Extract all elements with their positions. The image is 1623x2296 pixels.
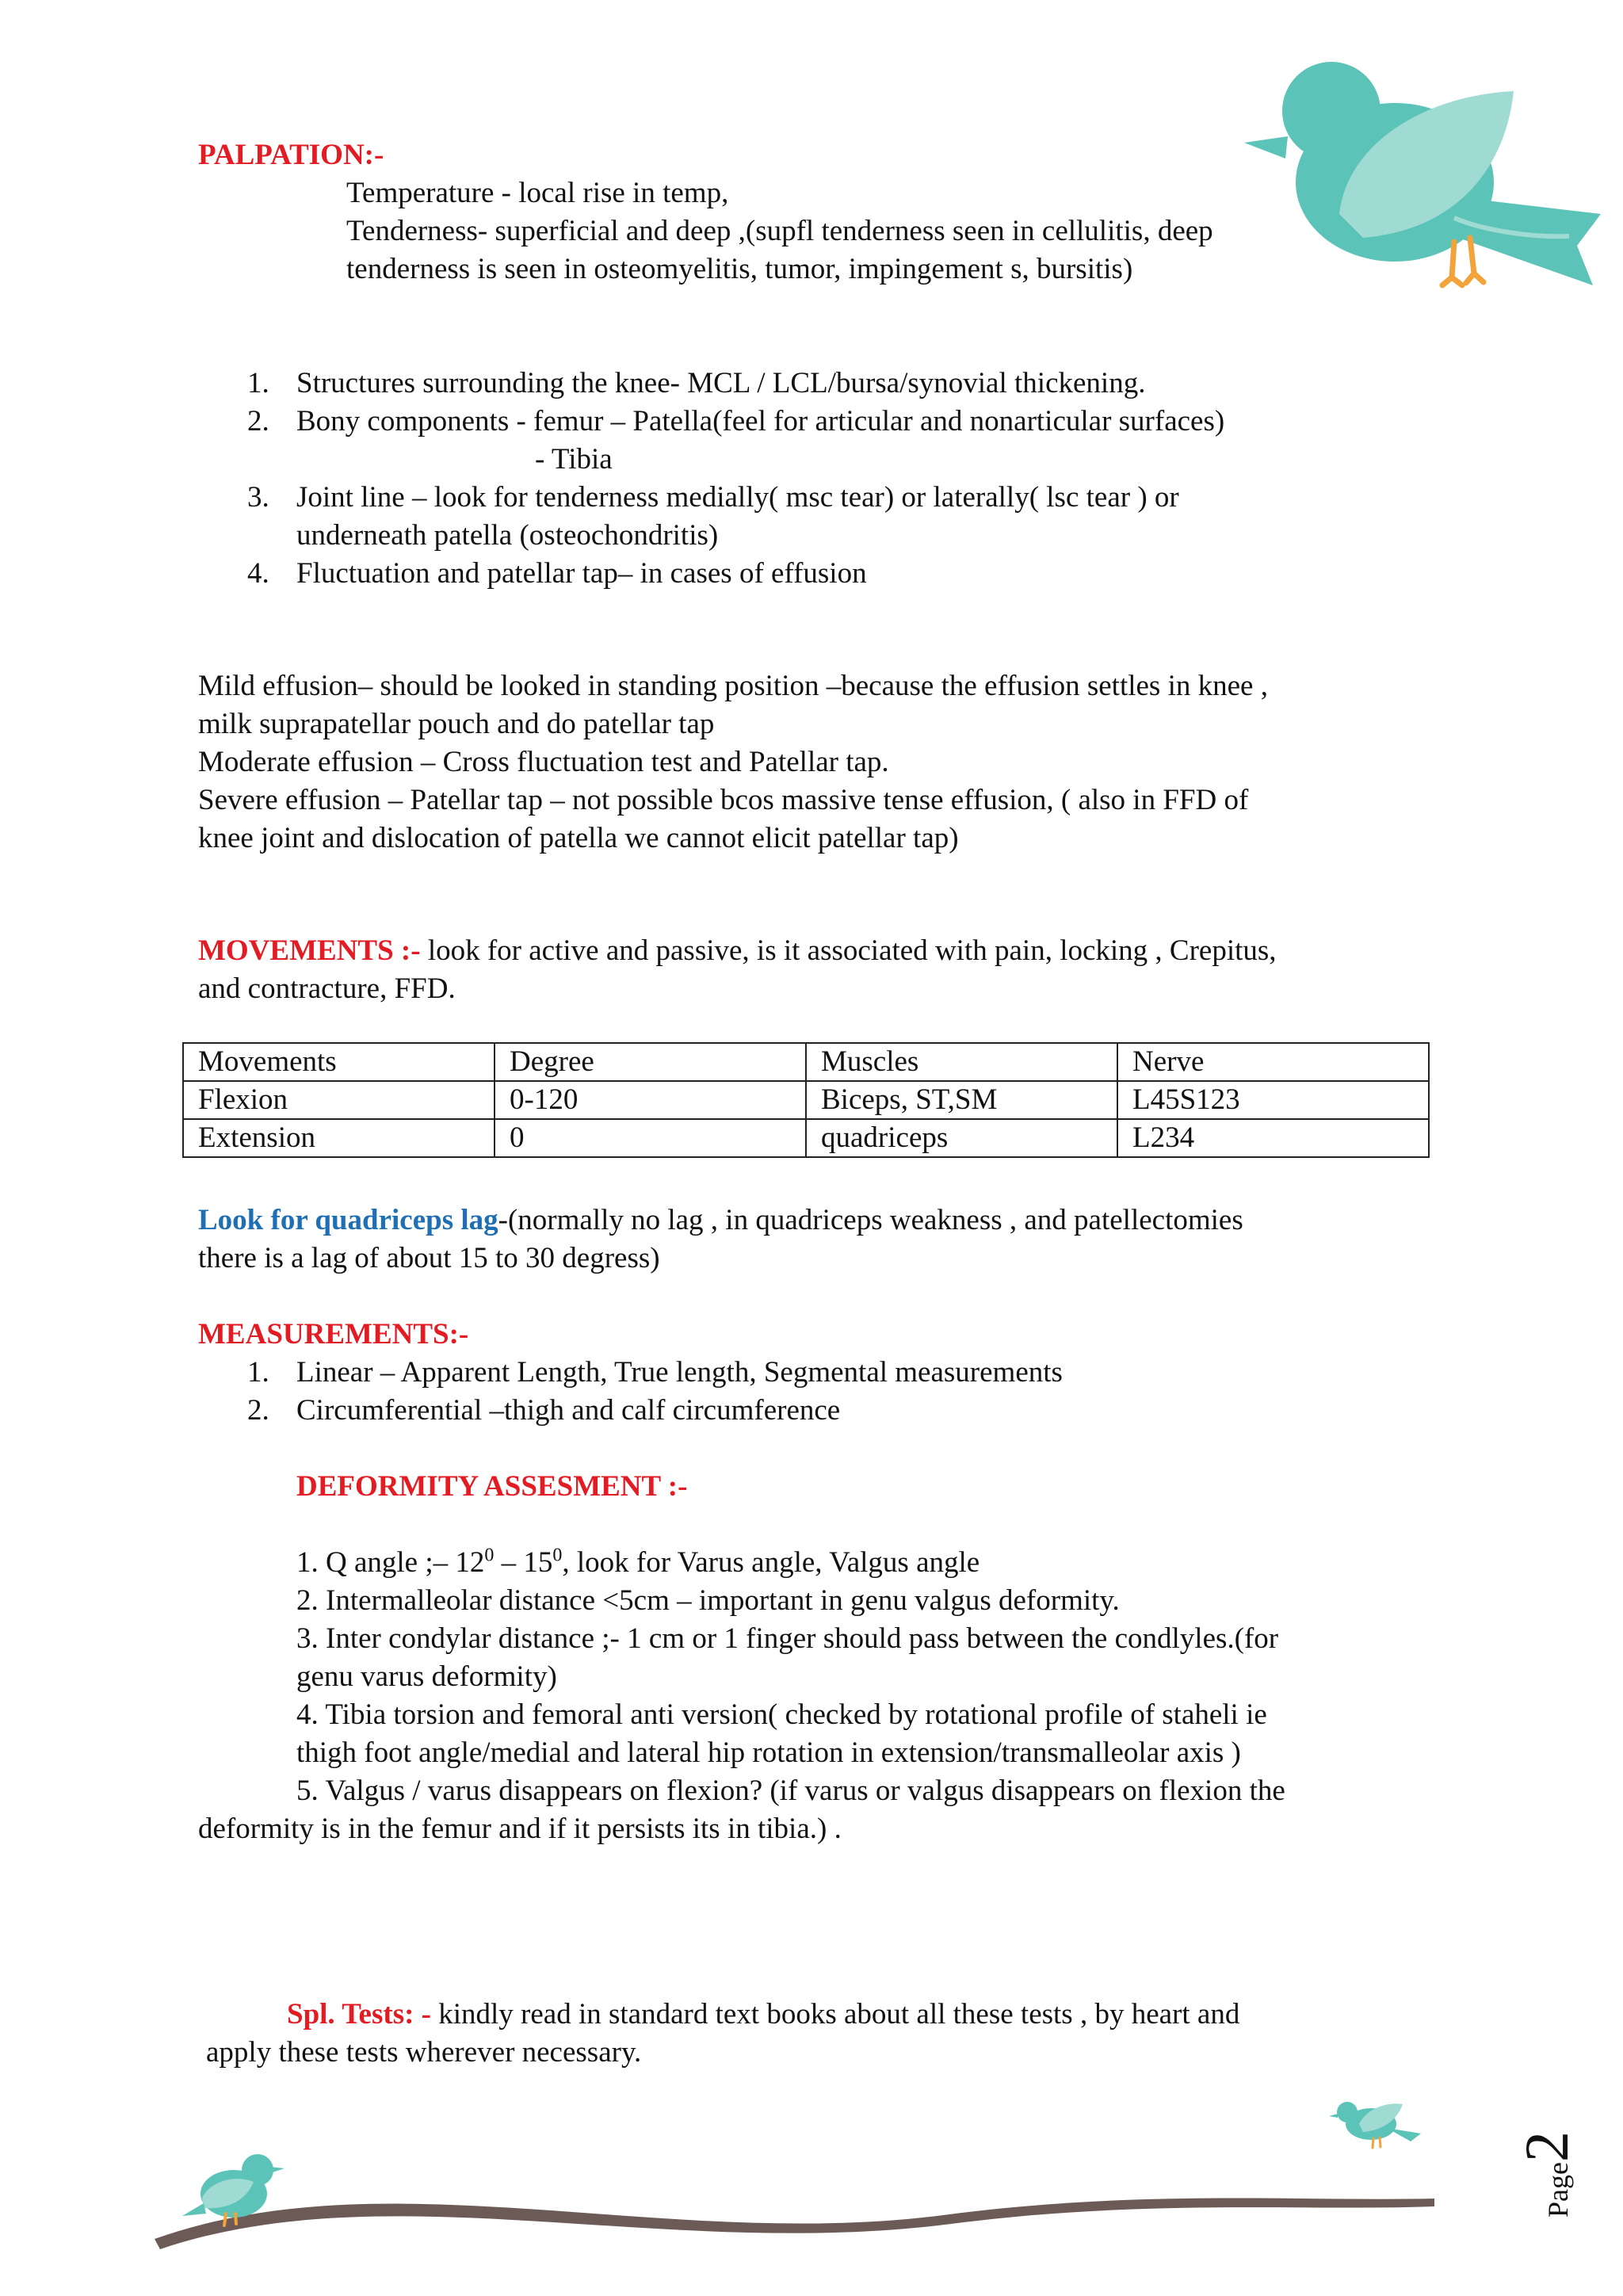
effusion-line: Severe effusion – Patellar tap – not possible bcos massive tense effusion, ( also in FFD of	[198, 784, 1249, 816]
list-item-text: Fluctuation and patellar tap– in cases of effusion	[296, 557, 867, 590]
measurements-heading: MEASUREMENTS:-	[198, 1318, 469, 1350]
spl-tests-label: Spl. Tests: -	[287, 1998, 431, 2030]
effusion-line: milk suprapatellar pouch and do patellar tap	[198, 708, 715, 740]
movements-table	[182, 1042, 1430, 1158]
table-row	[183, 1119, 1429, 1157]
effusion-line: Moderate effusion – Cross fluctuation test and Patellar tap.	[198, 746, 889, 778]
list-item-number: 4.	[247, 557, 269, 590]
list-item-number: 2.	[247, 405, 269, 437]
table-cell: L234	[1117, 1119, 1429, 1157]
palpation-heading: PALPATION:-	[198, 139, 384, 171]
q-angle-line	[296, 1544, 980, 1582]
intermalleolar-line: 2. Intermalleolar distance <5cm – important in genu valgus deformity.	[296, 1584, 1120, 1617]
movements-text: look for active and passive, is it associated with pain, locking , Crepitus,	[420, 934, 1277, 967]
table-header-cell: Movements	[183, 1043, 495, 1081]
table-cell: 0	[495, 1119, 806, 1157]
page-label: Page	[1542, 2162, 1574, 2218]
table-cell: quadriceps	[806, 1119, 1117, 1157]
quadriceps-text-cont: there is a lag of about 15 to 30 degress)	[198, 1242, 660, 1274]
list-item-text-cont: - Tibia	[535, 443, 613, 476]
page-number-value: 2	[1512, 2131, 1581, 2163]
tibia-torsion-line: 4. Tibia torsion and femoral anti version( checked by rotational profile of staheli ie	[296, 1698, 1267, 1731]
q-angle-text: – 15	[494, 1546, 553, 1579]
tibia-torsion-line-cont: thigh foot angle/medial and lateral hip rotation in extension/transmalleolar axis )	[296, 1736, 1241, 1769]
table-cell: Extension	[183, 1119, 495, 1157]
valgus-varus-line-cont: deformity is in the femur and if it persists its in tibia.) .	[198, 1813, 842, 1845]
degree-superscript: 0	[552, 1545, 563, 1566]
q-angle-text: , look for Varus angle, Valgus angle	[562, 1546, 980, 1579]
large-bird-illustration	[1244, 48, 1617, 301]
list-item-number: 3.	[247, 481, 269, 514]
table-header-cell: Nerve	[1117, 1043, 1429, 1081]
effusion-line: Mild effusion– should be looked in standing position –because the effusion settles in knee ,	[198, 670, 1268, 702]
intercondylar-line: 3. Inter condylar distance ;- 1 cm or 1 finger should pass between the condlyles.(for	[296, 1622, 1279, 1655]
intercondylar-line-cont: genu varus deformity)	[296, 1660, 557, 1693]
table-row	[183, 1081, 1429, 1119]
table-cell: L45S123	[1117, 1081, 1429, 1119]
movements-paragraph	[198, 932, 1277, 970]
list-item-text: Structures surrounding the knee- MCL / LCL/bursa/synovial thickening.	[296, 367, 1146, 399]
quadriceps-label: Look for quadriceps lag	[198, 1204, 498, 1236]
valgus-varus-line: 5. Valgus / varus disappears on flexion? (if varus or valgus disappears on flexion the	[296, 1775, 1285, 1807]
deformity-heading: DEFORMITY ASSESMENT :-	[296, 1470, 688, 1503]
effusion-line: knee joint and dislocation of patella we cannot elicit patellar tap)	[198, 822, 959, 854]
list-item-number: 1.	[247, 1356, 269, 1389]
list-item-text: Joint line – look for tenderness medially( msc tear) or laterally( lsc tear ) or	[296, 481, 1179, 514]
table-header-cell: Muscles	[806, 1043, 1117, 1081]
spl-tests-text-cont: apply these tests wherever necessary.	[206, 2036, 642, 2069]
table-cell: Biceps, ST,SM	[806, 1081, 1117, 1119]
list-item-text: Bony components - femur – Patella(feel for articular and nonarticular surfaces)	[296, 405, 1225, 437]
spl-tests-text: kindly read in standard text books about all these tests , by heart and	[430, 1998, 1240, 2030]
movements-text-cont: and contracture, FFD.	[198, 972, 456, 1005]
page-number	[1512, 2019, 1581, 2225]
list-item-text: Linear – Apparent Length, True length, Segmental measurements	[296, 1356, 1063, 1389]
list-item-text: Circumferential –thigh and calf circumference	[296, 1394, 841, 1427]
table-cell: 0-120	[495, 1081, 806, 1119]
tenderness-text-cont: tenderness is seen in osteomyelitis, tumor, impingement s, bursitis)	[346, 253, 1133, 285]
movements-heading: MOVEMENTS :-	[198, 934, 421, 967]
table-header-row	[183, 1043, 1429, 1081]
list-item-number: 1.	[247, 367, 269, 399]
degree-superscript: 0	[484, 1545, 495, 1566]
quadriceps-text: -(normally no lag , in quadriceps weakness , and patellectomies	[498, 1204, 1243, 1236]
table-cell: Flexion	[183, 1081, 495, 1119]
quadriceps-paragraph	[198, 1201, 1243, 1240]
list-item-number: 2.	[247, 1394, 269, 1427]
list-item-text-cont: underneath patella (osteochondritis)	[296, 519, 719, 552]
q-angle-text: 1. Q angle ;– 12	[296, 1546, 485, 1579]
temperature-text: Temperature - local rise in temp,	[346, 177, 729, 209]
spl-tests-paragraph	[287, 1996, 1239, 2034]
branch-with-bird-illustration	[151, 2140, 1450, 2259]
tenderness-text: Tenderness- superficial and deep ,(supfl tenderness seen in cellulitis, deep	[346, 215, 1213, 247]
table-header-cell: Degree	[495, 1043, 806, 1081]
